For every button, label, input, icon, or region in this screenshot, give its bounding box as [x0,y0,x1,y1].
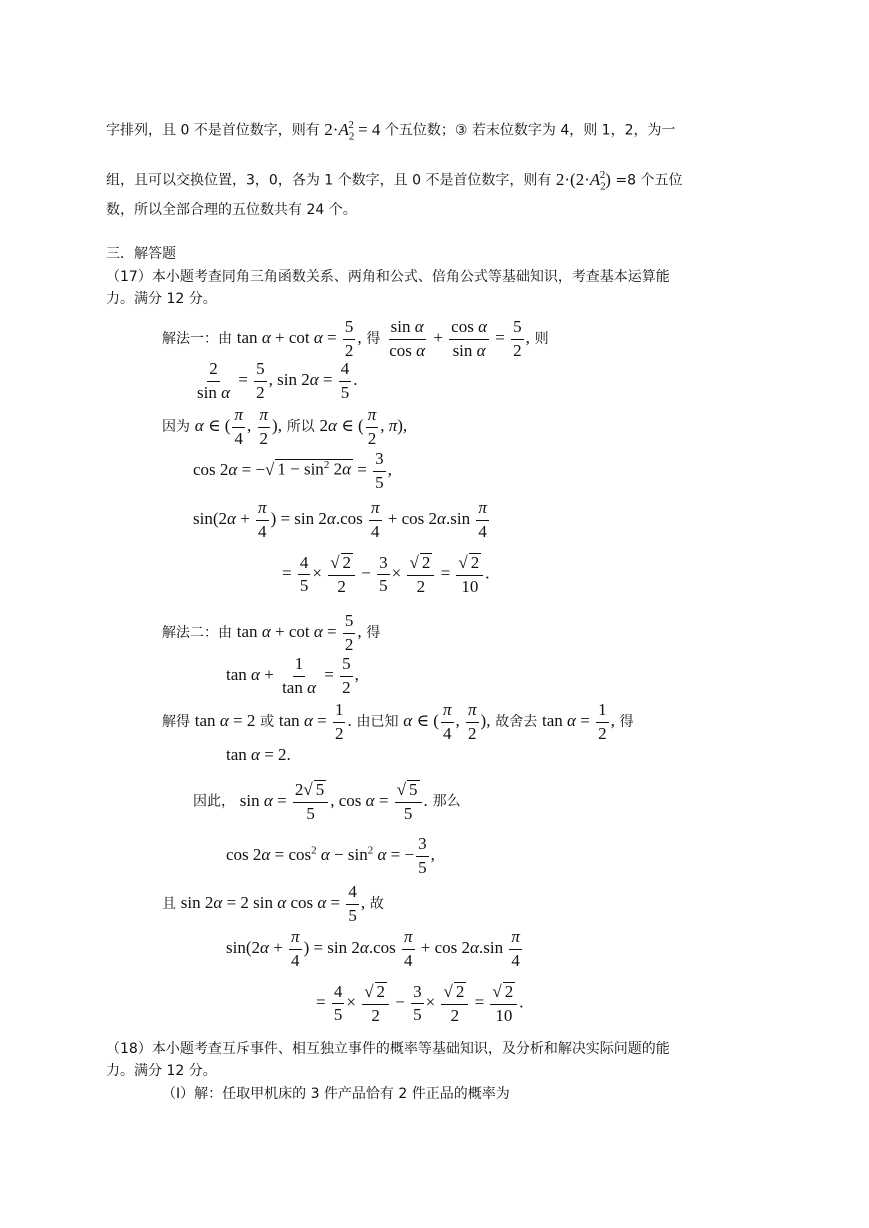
math-expr: α ∈ ( $\frac{\pi}{4}$ , $\frac{\pi}{2}$ ), [194,405,282,448]
text-segment: 故舍去 [495,714,538,731]
math-expr: tan α = $\frac{1}{2}$ , [542,700,615,743]
q17-sol2-line-3 [162,701,634,743]
text-segment: 得 [366,625,381,642]
text-segment: 解得 [162,714,190,731]
math-expr: tan α = $\frac{1}{2}$ . [278,700,352,743]
math-expr: $2\cdot A_2^2 = 4$ [324,119,381,143]
q17-sol1-line-5: sin(2α + $\frac{\pi}{4}$ ) = sin 2α.cos $\frac{\pi}{4}$ + cos 2α.sin $\frac{\pi}{4}$ [193,498,487,541]
math-expr: 2α ∈ ( $\frac{\pi}{2}$ , π), [319,405,408,448]
q17-sol2-line-4: tan α = 2. [226,745,291,764]
math-expr: tan α = 2 [194,711,256,731]
math-expr: tan α + cot α = $\frac{5}{2}$ , [236,611,362,654]
section-heading: 三．解答题 [106,246,176,262]
paragraph-line-2 [106,170,682,192]
paragraph-line-1 [106,120,676,142]
text-segment: 解法二：由 [162,625,232,642]
q17-sol2-line-8: sin(2α + $\frac{\pi}{4}$ ) = sin 2α.cos $\frac{\pi}{4}$ + cos 2α.sin $\frac{\pi}{4}$ [226,927,520,970]
math-expr: sin α = $\frac{2√ 5}{5}$ , cos α = $\frac{√ 5}{5}$ . [239,780,428,823]
math-expr: $2\cdot(2\cdot A_2^2)$ [555,169,611,193]
q17-sol1-line-6: = $\frac{4}{5}$ × $\frac{√ 2}{2}$ − $\frac{3}{5}$ × $\frac{√ 2}{2}$ = $\frac{√ 2}{10}$ . [282,552,490,596]
text-segment: 且 [162,896,176,913]
text-segment: 组，且可以交换位置，3，0，各为 1 个数字，且 0 不是首位数字，则有 [106,172,552,189]
text-segment: 则 [534,331,549,348]
q17-sol1-line-2: $\frac{2}{\text{sin α}}$ = $\frac{5}{2}$ , sin 2α = $\frac{4}{5}$ . [197,359,358,402]
q18-intro-line-1: （18）本小题考查互斥事件、相互独立事件的概率等基础知识，及分析和解决实际问题的能 [106,1041,670,1057]
math-expr: $\frac{\text{sin α}}{\text{cos α}}$ + $\frac{\text{cos α}}{\text{sin α}}$ = $\frac{5}{2}$ , [389,317,530,360]
q17-sol2-line-1 [162,612,380,654]
text-segment: 数，所以全部合理的五位数共有 24 个。 [106,202,357,218]
q17-sol1-line-3 [162,406,407,448]
math-expr: tan α + cot α = $\frac{5}{2}$ , [236,317,362,360]
math-expr: α ∈ ( $\frac{\pi}{4}$ , $\frac{\pi}{2}$ ), [403,700,491,743]
text-segment: 解法一：由 [162,331,232,348]
q17-sol2-line-2: tan α + $\frac{1}{\text{tan α}}$ = $\frac{5}{2}$ , [226,654,359,697]
text-segment: 或 [260,714,275,731]
text-segment: 个五位数；③ 若末位数字为 4，则 1，2，为一 [384,122,676,139]
q17-sol2-line-6: $\cos 2\alpha = \cos^2 \alpha - \sin^2 \alpha$ = − $\frac{3}{5}$ , [226,834,435,877]
q17-sol2-line-9: = $\frac{4}{5}$ × $\frac{√ 2}{2}$ − $\frac{3}{5}$ × $\frac{√ 2}{2}$ = $\frac{√ 2}{10}$ . [316,981,524,1025]
q17-sol1-line-4: cos 2α = −√ $1 - \sin^2 2\alpha$ = $\frac{3}{5}$ , [193,449,392,492]
text-segment: 因此， [193,793,235,810]
text-segment: 所以 [286,419,315,436]
paragraph-line-3 [106,203,357,217]
text-segment: 字排列，且 0 不是首位数字，则有 [106,122,320,139]
text-segment: =8 个五位 [615,172,683,189]
text-segment: 那么 [432,793,461,810]
q17-intro-line-2: 力。满分 12 分。 [106,291,217,307]
q18-part1: （I）解：任取甲机床的 3 件产品恰有 2 件正品的概率为 [162,1086,510,1102]
text-segment: 因为 [162,419,190,436]
math-expr: sin 2α = 2 sin α cos α = $\frac{4}{5}$ , [180,882,366,925]
text-segment: 得 [366,331,381,348]
text-segment: 得 [619,714,634,731]
text-segment: 故 [369,896,384,913]
q17-sol2-line-7 [162,883,384,925]
q17-sol2-line-5 [193,780,461,823]
text-segment: 由已知 [356,714,399,731]
q18-intro-line-2: 力。满分 12 分。 [106,1063,217,1079]
q17-sol1-line-1 [162,318,549,360]
q17-intro-line-1: （17）本小题考查同角三角函数关系、两角和公式、倍角公式等基础知识，考查基本运算能 [106,269,670,285]
